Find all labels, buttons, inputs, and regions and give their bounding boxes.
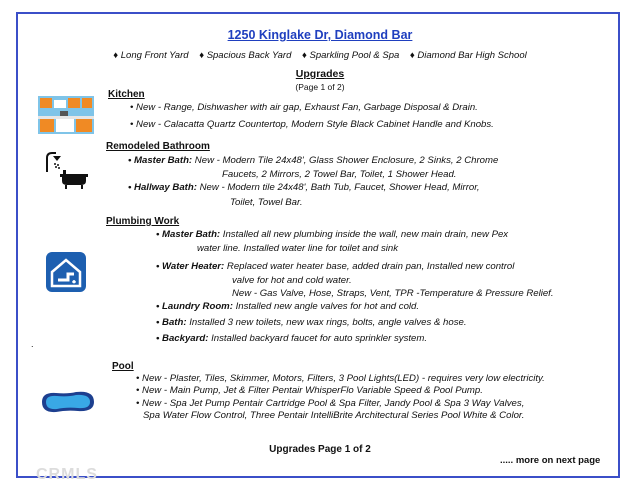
water-heater-cont: valve for hot and cold water. [232,275,352,286]
plumbing-heading: Plumbing Work [106,216,180,227]
master-bath-line-cont: Faucets, 2 Mirrors, 2 Towel Bar, Toilet, 1 Shower Head. [222,169,457,180]
kitchen-line: • New - Range, Dishwasher with air gap, Exhaust Fan, Garbage Disposal & Drain. [130,102,478,113]
water-heater-cont: New - Gas Valve, Hose, Straps, Vent, TPR -Temperature & Pressure Relief. [232,288,554,299]
kitchen-icon [38,96,94,134]
pool-line: • New - Main Pump, Jet & Filter Pentair WhisperFlo Variable Speed & Pool Pump. [136,385,483,396]
bathroom-heading: Remodeled Bathroom [106,141,210,152]
master-bath-line: • Master Bath: New - Modern Tile 24x48', Glass Shower Enclosure, 2 Sinks, 2 Chrome [128,155,499,166]
shower-icon [44,152,62,172]
plumbing-master-cont: water line. Installed water line for toilet and sink [197,243,399,254]
feature-item: ♦ Diamond Bar High School [409,50,527,61]
feature-item: ♦ Long Front Yard [113,50,189,61]
hallway-bath-line: • Hallway Bath: New - Modern tile 24x48', Bath Tub, Faucet, Shower Head, Mirror, [128,182,480,193]
backyard-line: • Backyard: Installed backyard faucet for auto sprinkler system. [156,333,428,344]
pool-heading: Pool [112,361,134,372]
watermark: CRMLS [36,466,98,483]
stray-dot: . [31,339,34,349]
kitchen-heading: Kitchen [108,89,145,100]
feature-item: ♦ Sparkling Pool & Spa [302,50,400,61]
laundry-room-line: • Laundry Room: Installed new angle valves for hot and cold. [156,301,420,312]
pool-icon [38,390,98,414]
bath-line: • Bath: Installed 3 new toilets, new wax rings, bolts, angle valves & hose. [156,317,467,328]
feature-item: ♦ Spacious Back Yard [199,50,292,61]
bathtub-icon [60,170,88,190]
more-next-page-label: ..... more on next page [500,455,601,466]
pool-line: • New - Plaster, Tiles, Skimmer, Motors, Filters, 3 Pool Lights(LED) - requires very low electricity. [136,373,545,384]
plumbing-master-line: • Master Bath: Installed all new plumbing inside the wall, new main drain, new Pex [156,229,509,240]
footer-page-label: Upgrades Page 1 of 2 [269,444,371,455]
water-heater-line: • Water Heater: Replaced water heater base, added drain pan, Installed new control [156,261,515,272]
kitchen-line: • New - Calacatta Quartz Countertop, Modern Style Black Cabinet Handle and Knobs. [130,119,494,130]
plumbing-icon [46,252,86,292]
feature-list [0,50,640,61]
hallway-bath-line-cont: Toilet, Towel Bar. [230,197,303,208]
pool-line: • New - Spa Jet Pump Pentair Cartridge Pool & Spa Filter, Jandy Pool & Spa 3 Way Valves, [136,398,525,409]
property-address-title: 1250 Kinglake Dr, Diamond Bar [227,28,413,42]
pool-line: Spa Water Flow Control, Three Pentair IntelliBrite Architectural Series Pool White & Color. [143,410,525,421]
upgrades-heading: Upgrades [295,68,345,80]
page-indicator: (Page 1 of 2) [295,82,345,92]
